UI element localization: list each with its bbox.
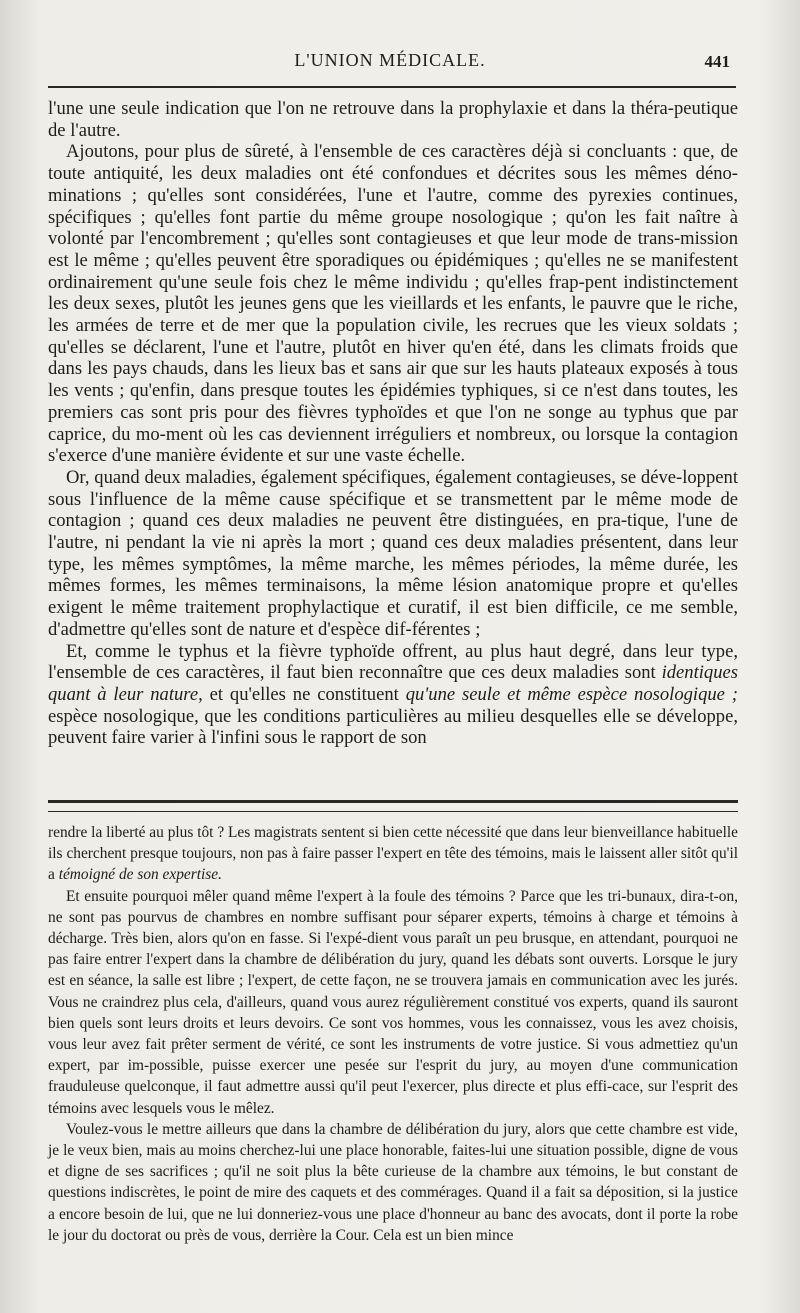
main-paragraph-1: l'une une seule indication que l'on ne retrouve dans la prophylaxie et dans la théra-peutique de l'autre. xyxy=(48,98,738,141)
main-text xyxy=(48,98,738,749)
main-paragraph-4-part-c: espèce nosologique, que les conditions particulières au milieu desquelles elle se développe, peuvent faire varier à l'infini sous le rapport de son xyxy=(48,705,738,749)
running-title: L'UNION MÉDICALE. xyxy=(294,50,486,70)
main-paragraph-2: Ajoutons, pour plus de sûreté, à l'ensemble de ces caractères déjà si concluants : que, de toute antiquité, les deux maladies ont été confondues et décrites sous les mêmes déno-minations ; qu'elles sont considérées, l'une et l'autre, comme des pyrexies continues, spécifiques ; qu'elles font partie du même groupe nosologique ; qu'on les fait naître à volonté par l'encombrement ; qu'elles sont contagieuses et que leur mode de trans-mission est le même ; qu'elles peuvent être sporadiques ou épidémiques ; qu'elles ne se manifestent ordinairement qu'une seule fois chez le même individu ; qu'elles frap-pent indistinctement les deux sexes, plutôt les jeunes gens que les vieillards et les enfants, le pauvre que le riche, les armées de terre et de mer que la population civile, les recrues que les vieux soldats ; qu'elles se déclarent, l'une et l'autre, plutôt en hiver qu'en été, dans les climats froids que dans les pays chauds, dans les lieux bas et sans air que sur les hauts plateaux exposés à tous les vents ; qu'enfin, dans presque toutes les épidémies typhiques, si ce n'est dans toutes, les premiers cas sont pris pour des fièvres typhoïdes et que l'on ne songe au typhus que par caprice, du mo-ment où les cas deviennent irréguliers et nombreux, ou lorsque la contagion s'exerce d'une manière évidente et sur une vaste échelle. xyxy=(48,141,738,467)
main-paragraph-4 xyxy=(48,641,738,750)
feuilleton-paragraph-1-emphasis: témoigné de son expertise. xyxy=(58,866,222,884)
main-paragraph-4-emphasis-2: qu'une seule et même espèce nosologique ; xyxy=(405,683,738,705)
feuilleton-paragraph-1 xyxy=(48,822,738,886)
main-paragraph-4-part-a: Et, comme le typhus et la fièvre typhoïde offrent, au plus haut degré, dans leur type, l'ensemble de ces caractères, il faut bien reconnaître que ces deux maladies sont xyxy=(48,640,738,684)
main-paragraph-3: Or, quand deux maladies, également spécifiques, également contagieuses, se déve-loppent sous l'influence de la même cause spécifique et se transmettent par le même mode de contagion ; quand ces deux maladies ne peuvent être distinguées, en pra-tique, l'une de l'autre, ni pendant la vie ni après la mort ; quand ces deux maladies présentent, dans leur type, les mêmes symptômes, la même marche, les mêmes périodes, la même durée, les mêmes formes, les mêmes terminaisons, la même lésion anatomique propre et qu'elles exigent le même traitement prophylactique et curatif, il est bien difficile, ce me semble, d'admettre qu'elles sont de nature et d'espèce dif-férentes ; xyxy=(48,466,738,640)
feuilleton-paragraph-1-text: rendre la liberté au plus tôt ? Les magistrats sentent si bien cette nécessité que dans leur bienveillance habituelle ils cherchent presque toujours, non pas à faire passer l'expert en tête des témoins, mais le laissent aller sitôt qu'il a xyxy=(48,824,738,884)
feuilleton-paragraph-2: Et ensuite pourquoi mêler quand même l'expert à la foule des témoins ? Parce que les tri-bunaux, dira-t-on, ne sont pas pourvus de chambres en nombre suffisant pour séparer experts, témoins à charge et témoins à décharge. Très bien, alors qu'on en fasse. Si l'expé-dient vous paraît un peu brusque, en attendant, pourquoi ne pas faire entrer l'expert dans la chambre de délibération du jury, quand les débats sont ouverts. Lorsque le jury est en séance, la salle est libre ; l'expert, de cette façon, ne se trouvera jamais en communication avec les jurés. Vous ne craindrez plus cela, d'ailleurs, quand vous aurez régulièrement constitué vos experts, quand ils sauront bien quels sont leurs droits et leurs devoirs. Ce sont vos hommes, vous les connaissez, vous les avez choisis, vous leur avez fait prêter serment de vérité, ce sont les instruments de votre justice. Si vous admettiez qu'un expert, par im-possible, puisse exercer une pesée sur l'esprit du jury, au moyen d'une communication frauduleuse quelconque, il faut admettre aussi qu'il peut l'exercer, plus directe et plus effi-cace, sur l'esprit des témoins avec lesquels vous le mêlez. xyxy=(48,887,738,1117)
main-paragraph-4-part-b: et qu'elles ne constituent xyxy=(202,683,406,705)
page-number: 441 xyxy=(704,52,730,71)
feuilleton-paragraph-3: Voulez-vous le mettre ailleurs que dans la chambre de délibération du jury, alors que cette chambre est vide, je le veux bien, mais au moins cherchez-lui une place honorable, faites-lui une situation possible, digne de vous et digne de ses sacrifices ; qu'il ne soit plus la bête curieuse de la chambre aux témoins, le but constant de questions indiscrètes, le point de mire des caquets et des commérages. Quand il a fait sa déposition, si la justice a encore besoin de lui, que ne lui donneriez-vous une place d'honneur au banc des avocats, dont il porte la robe le jour du doctorat ou près de vous, derrière la Cour. Cela est un bien mince xyxy=(48,1120,738,1244)
header-rule xyxy=(48,86,736,88)
running-header xyxy=(40,46,740,80)
feuilleton-text xyxy=(48,822,738,1246)
feuilleton-divider xyxy=(48,800,738,812)
main-paragraph-4-emphasis-1: identiques quant à leur nature, xyxy=(48,662,738,705)
